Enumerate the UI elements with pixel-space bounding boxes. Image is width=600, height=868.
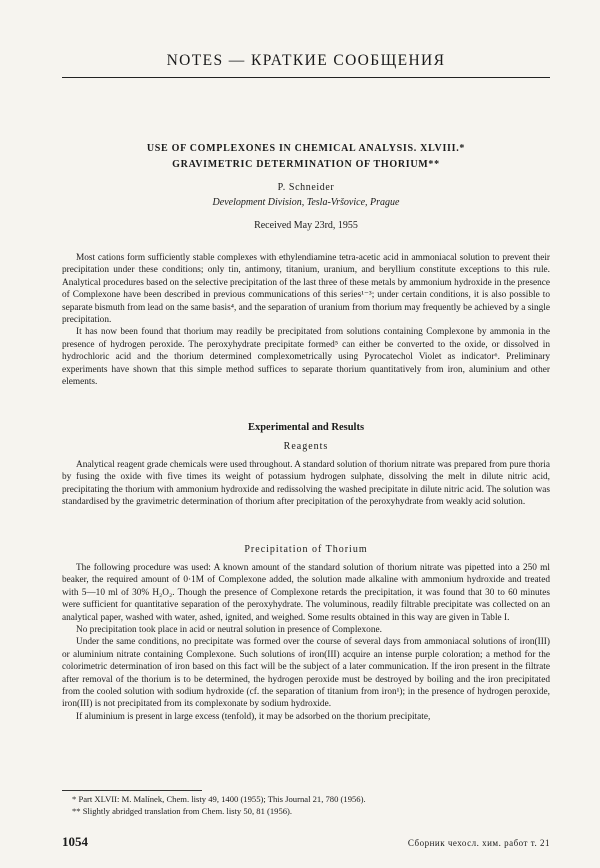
precipitation-paragraph-2: No precipitation took place in acid or neutral solution in presence of Complexone.: [76, 625, 382, 636]
precipitation-paragraph-4: If aluminium is present in large excess (tenfold), it may be adsorbed on the thorium precipitate,: [76, 711, 431, 722]
received-date: Received May 23rd, 1955: [254, 220, 358, 231]
article-title-line2: GRAVIMETRIC DETERMINATION OF THORIUM**: [172, 159, 440, 170]
intro-paragraph-2: It has now been found that thorium may readily be precipitated from solutions containing Complexone by ammonia in the presence of hydrogen peroxide. The peroxyhydrate precipitate formed⁵ can either be converted to the oxide, or dissolved in hydrochloric acid and the thorium determined complexometrically using Pyrocatechol Violet as indicator⁶. Preliminary experiments have shown that this simple method suffices to separate thorium quantitatively from iron, aluminium and other elements.: [62, 327, 550, 388]
precipitation-text: [62, 562, 550, 723]
intro-text: [62, 252, 550, 388]
header-rule: [62, 77, 550, 78]
intro-paragraph-1: Most cations form sufficiently stable complexes with ethylendiamine tetra-acetic acid in ammoniacal solution to prevent their precipitation under these conditions; only tin, antimony, titanium, uranium, and beryllium constitute exceptions to this rule. Analytical procedures based on the selective precipitation of the last three of these metals by ammonium hydroxide in the presence of Complexone have been described in previous communications of this series¹⁻³; under certain conditions, it is also possible to separate bismuth from lead on the same basis⁴, and the separation of uranium from thorium may frequently be achieved by a single precipitation.: [62, 253, 550, 326]
section-heading-experimental: Experimental and Results: [247, 422, 365, 433]
subsection-heading-precipitation: Precipitation of Thorium: [244, 544, 368, 555]
subsection-heading-reagents: Reagents: [283, 441, 329, 452]
page-number: 1054: [62, 834, 88, 849]
article-title: [62, 141, 550, 173]
author-affiliation: Development Division, Tesla-Vršovice, Prague: [212, 197, 400, 208]
reagents-paragraph: Analytical reagent grade chemicals were used throughout. A standard solution of thorium nitrate was prepared from pure thoria by fusing the oxide with five times its weight of potassium hydrogen sulphate, dissolving the melt in dilute nitric acid, precipitating the thorium with ammonium hydroxide and redissolving the washed precipitate in dilute nitric acid. The solution was standardised by the gravimetric determination of thorium after precipitation of the peroxyhydrate from weakly acid solution.: [62, 460, 550, 508]
journal-running-footer: Сборник чехосл. хим. работ т. 21: [407, 838, 550, 848]
author-name: P. Schneider: [277, 182, 335, 193]
article-title-line1: USE OF COMPLEXONES IN CHEMICAL ANALYSIS. XLVIII.*: [146, 143, 466, 154]
reagents-text: [62, 459, 550, 509]
footnote-2: ** Slightly abridged translation from Chem. listy 50, 81 (1956).: [72, 806, 293, 816]
precipitation-paragraph-3: Under the same conditions, no precipitate was formed over the course of several days from ammoniacal solutions of iron(III) or aluminium nitrate containing Complexone. Such solutions of iron(III) acquire an intense purple coloration; a method for the colorimetric determination of iron based on this fact will be the subject of a later communication. If the iron present in the filtrate after removal of the thorium is to be determined, the hydrogen peroxide must be destroyed by boiling and the iron precipitated from the cooled solution with sodium hydroxide (cf. the separation of titanium from iron¹); in the presence of hydrogen peroxide, iron(III) is not precipitated from its complexonate by sodium hydroxide.: [62, 637, 550, 710]
section-header-title: NOTES — КРАТКИЕ СООБЩЕНИЯ: [166, 52, 446, 69]
footnotes: [72, 793, 550, 817]
precipitation-paragraph-1: The following procedure was used: A known amount of the standard solution of thorium nitrate was pipetted into a 250 ml beaker, the required amount of 0·1M of Complexone added, the solution made alkaline with ammonium hydroxide and treated with 5—10 ml of 30% H₂O₂. Though the presence of Complexone retards the precipitation, it was found that 30 to 60 minutes were sufficient for quantitative separation of the peroxyhydrate. The voluminous, readily filtrable precipitate was collected on an analytical paper, washed with water, ashed, ignited, and weighed. Some results obtained in this way are given in Table I.: [62, 563, 550, 623]
footnote-rule: [62, 790, 202, 791]
footnote-1: * Part XLVII: M. Malínek, Chem. listy 49, 1400 (1955); This Journal 21, 780 (1956).: [72, 794, 366, 804]
